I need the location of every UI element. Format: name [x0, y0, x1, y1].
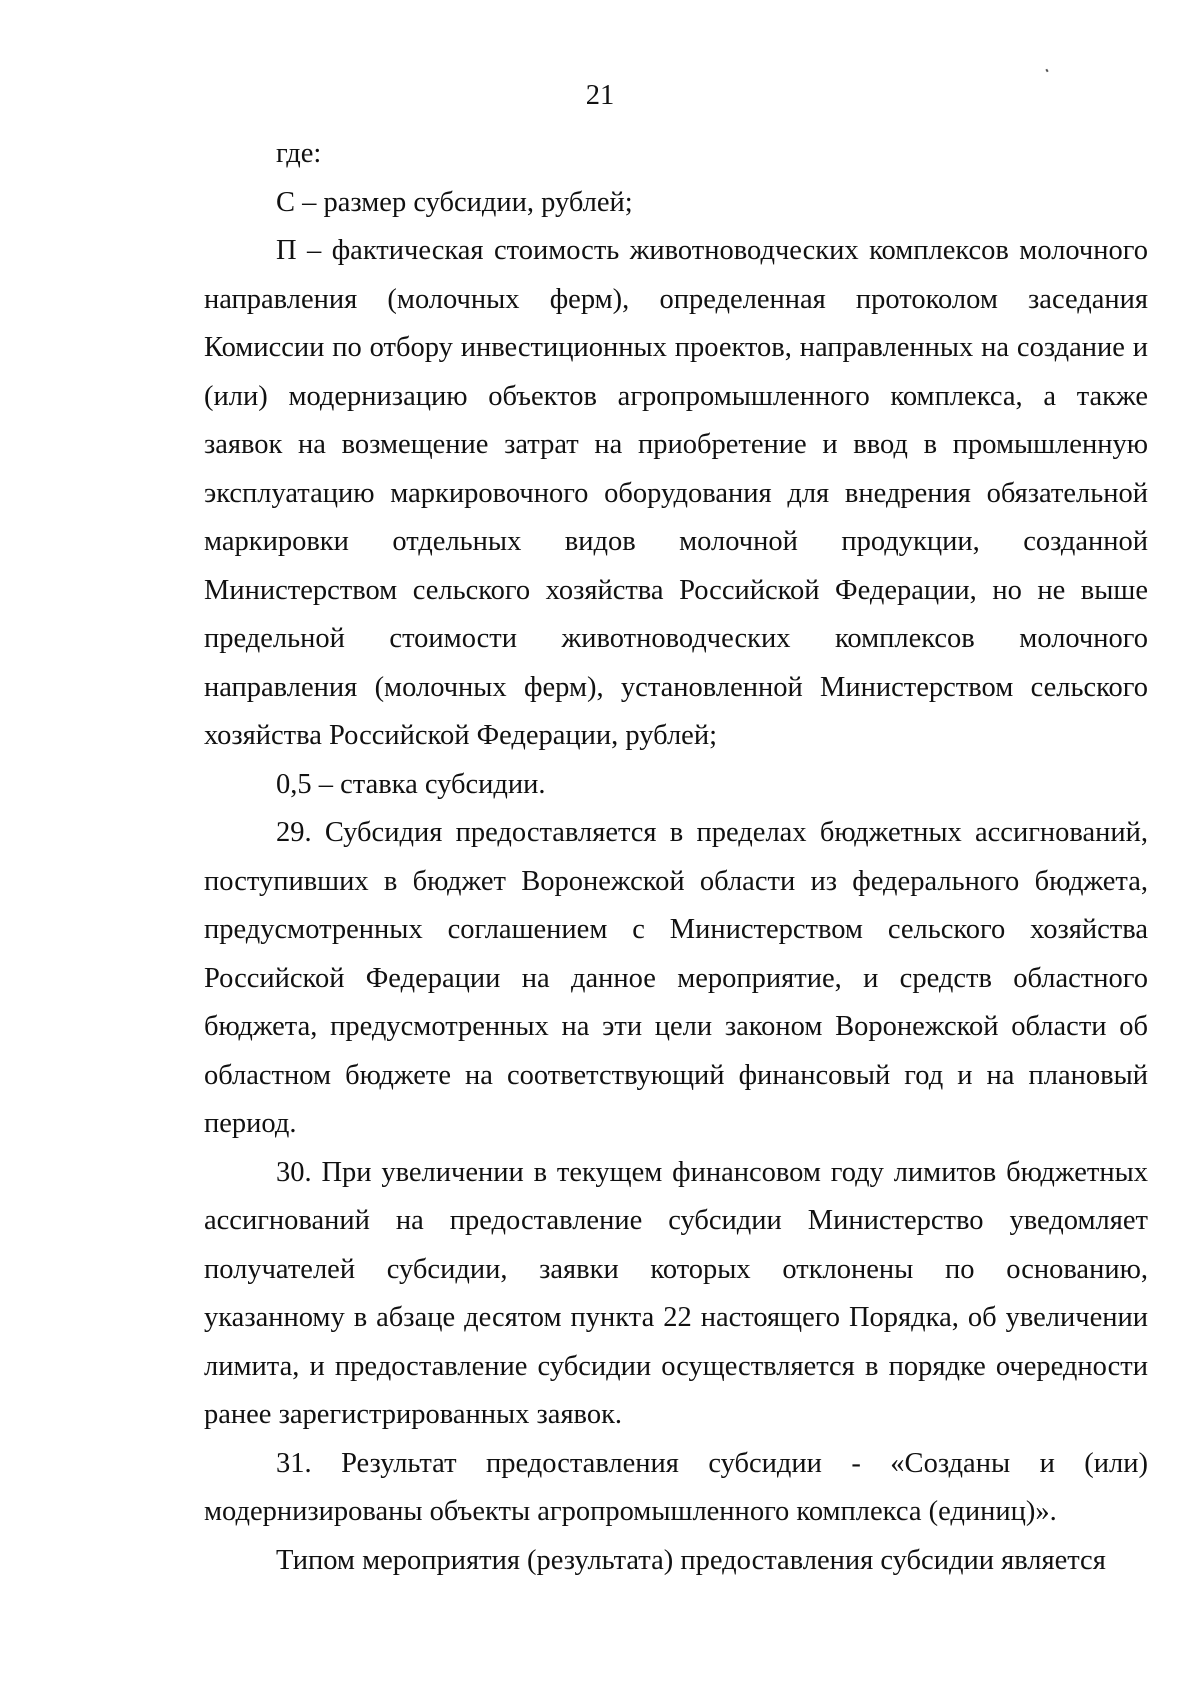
paragraph-item-31: 31. Результат предоставления субсидии - «Созданы и (или) модернизированы объекты агропромышленного комплекса (единиц)». [204, 1447, 1148, 1527]
paragraph-subsidy-rate: 0,5 – ставка субсидии. [276, 768, 546, 800]
paragraph-where: где: [276, 138, 322, 169]
paragraph-event-type: Типом мероприятия (результата) предоставления субсидии является [276, 1544, 1106, 1576]
paragraph-definition-c: С – размер субсидии, рублей; [276, 186, 633, 218]
page-number: 21 [585, 80, 615, 111]
paragraph-item-29: 29. Субсидия предоставляется в пределах бюджетных ассигнований, поступивших в бюджет Воронежской области из федерального бюджета, предусмотренных соглашением с Министерством сельского хозяйства Российской Федерации на данное мероприятие, и средств областного бюджета, предусмотренных на эти цели законом Воронежской области об областном бюджете на соответствующий финансовый год и на плановый период. [204, 817, 1148, 1139]
paragraph-item-30: 30. При увеличении в текущем финансовом году лимитов бюджетных ассигнований на предоставление субсидии Министерство уведомляет получателей субсидии, заявки которых отклонены по основанию, указанному в абзаце десятом пункта 22 настоящего Порядка, об увеличении лимита, и предоставление субсидии осуществляется в порядке очередности ранее зарегистрированных заявок. [204, 1156, 1148, 1430]
paragraph-definition-p: П – фактическая стоимость животноводческих комплексов молочного направления (молочных ферм), определенная протоколом заседания Комиссии по отбору инвестиционных проектов, направленных на создание и (или) модернизацию объектов агропромышленного комплекса, а также заявок на возмещение затрат на приобретение и ввод в промышленную эксплуатацию маркировочного оборудования для внедрения обязательной маркировки отдельных видов молочной продукции, созданной Министерством сельского хозяйства Российской Федерации, но не выше предельной стоимости животноводческих комплексов молочного направления (молочных ферм), установленной Министерством сельского хозяйства Российской Федерации, рублей; [204, 235, 1148, 751]
document-body [204, 130, 1148, 1585]
